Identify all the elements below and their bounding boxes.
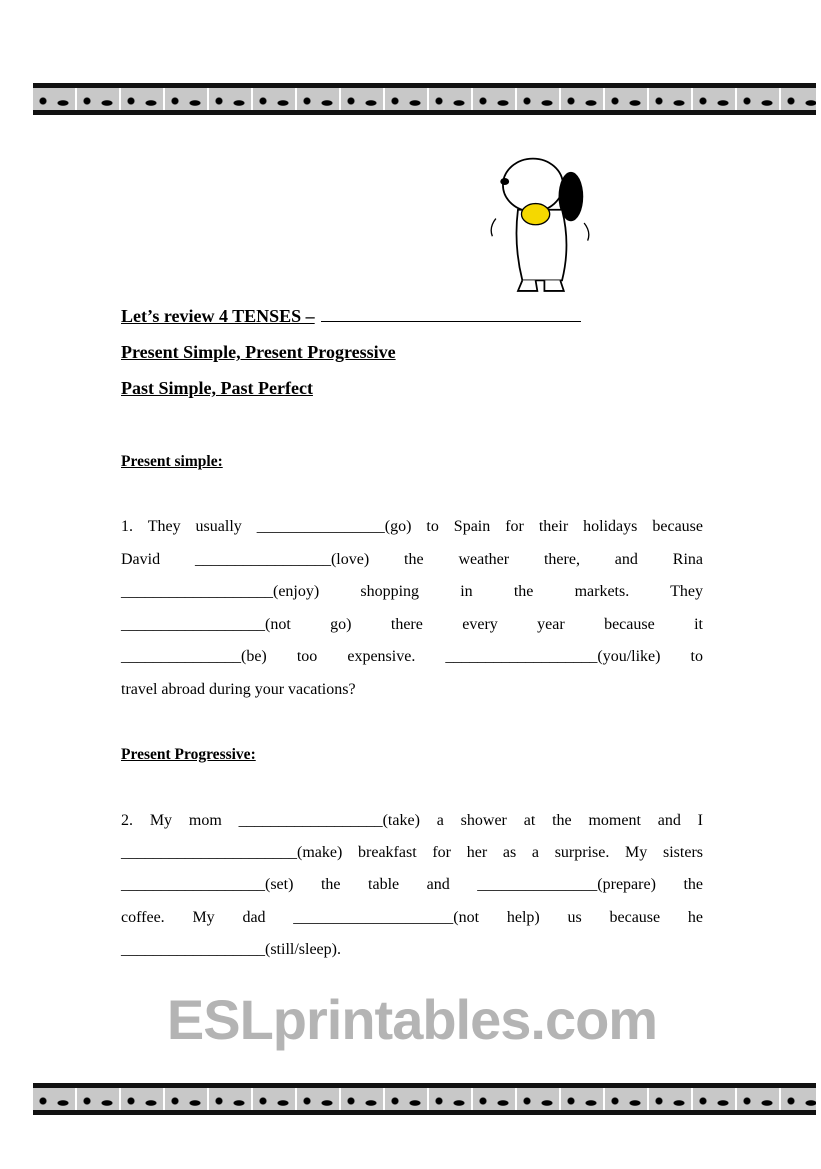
worksheet-subtitle-1: Present Simple, Present Progressive: [121, 342, 396, 362]
section-heading-present-progressive: Present Progressive:: [121, 746, 256, 763]
worksheet-title: [121, 306, 581, 327]
exercise-line: travel abroad during your vacations?: [121, 681, 356, 698]
exercise-line: _______________(be) too expensive. ___________________(you/like) to: [121, 648, 703, 665]
decorative-border-top: [33, 83, 816, 115]
exercise-line: ______________________(make) breakfast for her as a surprise. My sisters: [121, 844, 703, 861]
exercise-line: __________________(still/sleep).: [121, 941, 341, 958]
decorative-border-bottom: [33, 1083, 816, 1115]
watermark: ESLprintables.com: [166, 988, 658, 1051]
exercise-line: 1. They usually ________________(go) to Spain for their holidays because: [121, 518, 703, 535]
exercise-line: __________________(set) the table and _______________(prepare) the: [121, 876, 703, 893]
title-blank: [321, 307, 581, 322]
exercise-line: ___________________(enjoy) shopping in the markets. They: [121, 583, 703, 600]
title-line-1: Let’s review 4 TENSES –: [121, 306, 315, 326]
section-heading-present-simple: Present simple:: [121, 453, 223, 470]
worksheet-subtitle-2: Past Simple, Past Perfect: [121, 378, 313, 398]
exercise-line: David _________________(love) the weather there, and Rina: [121, 551, 703, 568]
exercise-line: coffee. My dad ____________________(not help) us because he: [121, 909, 703, 926]
exercise-line: 2. My mom __________________(take) a shower at the moment and I: [121, 812, 703, 829]
snoopy-hugging-woodstock-image: [470, 148, 610, 298]
exercise-line: __________________(not go) there every year because it: [121, 616, 703, 633]
